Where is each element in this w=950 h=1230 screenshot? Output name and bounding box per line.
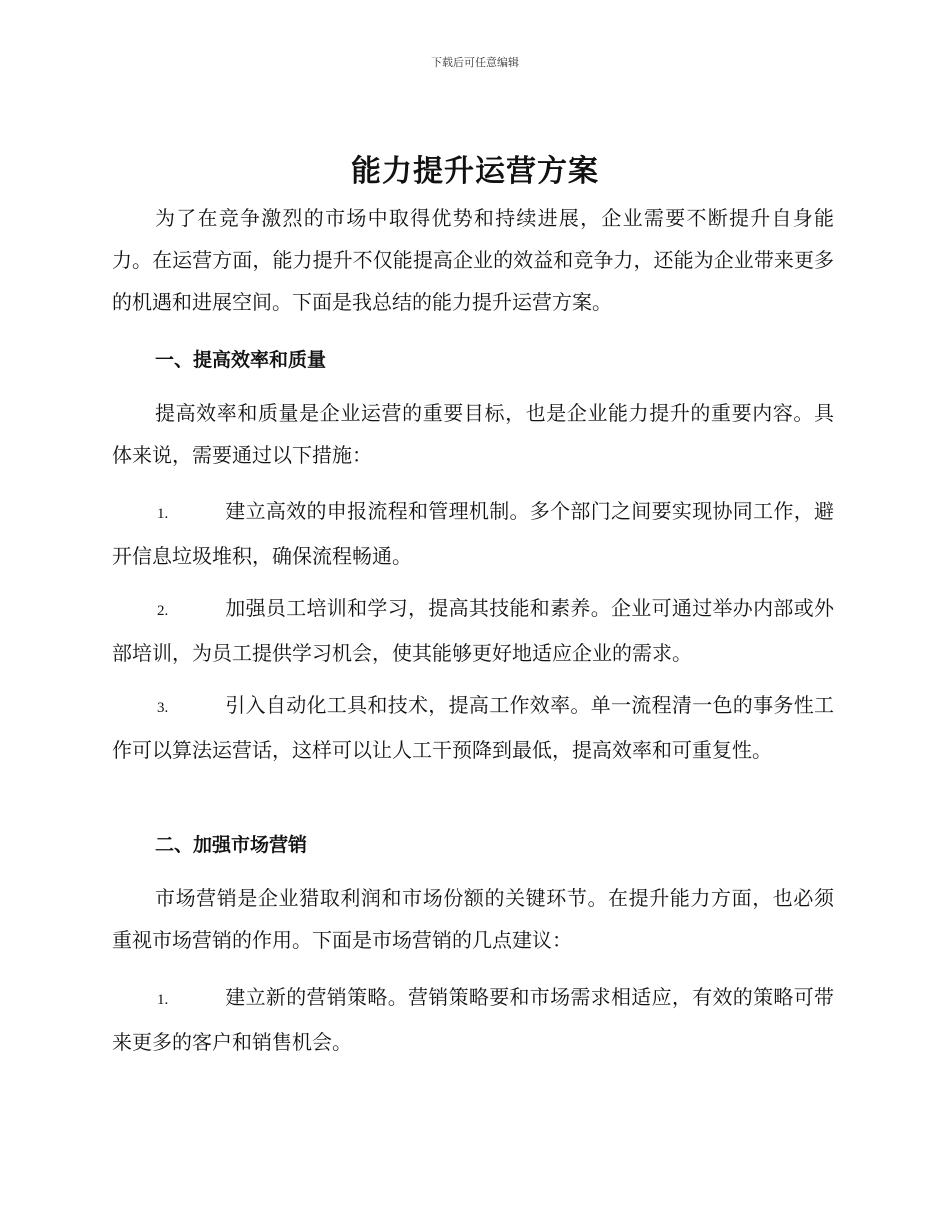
header-note: 下载后可任意编辑 <box>431 56 519 69</box>
page-title: 能力提升运营方案 <box>351 154 599 189</box>
section-1-item-2 <box>112 587 834 674</box>
list-number: 2. <box>157 603 169 619</box>
list-text: 建立新的营销策略。营销策略要和市场需求相适应，有效的策略可带来更多的客户和销售机会。 <box>112 985 834 1054</box>
list-text: 加强员工培训和学习，提高其技能和素养。企业可通过举办内部或外部培训，为员工提供学习机会，使其能够更好地适应企业的需求。 <box>112 596 834 665</box>
section-1-intro: 提高效率和质量是企业运营的重要目标，也是企业能力提升的重要内容。具体来说，需要通过以下措施： <box>112 401 834 467</box>
list-text: 引入自动化工具和技术，提高工作效率。单一流程清一色的事务性工作可以算法运营话，这样可以让人工干预降到最低，提高效率和可重复性。 <box>112 693 834 762</box>
section-2-item-1 <box>112 976 834 1063</box>
list-number: 3. <box>157 700 169 716</box>
list-number: 1. <box>157 506 169 522</box>
section-1-item-3 <box>112 684 834 771</box>
section-1-item-1 <box>112 490 834 577</box>
section-2-intro: 市场营销是企业猎取利润和市场份额的关键环节。在提升能力方面，也必须重视市场营销的作用。下面是市场营销的几点建议： <box>112 886 834 952</box>
section-2-heading: 二、加强市场营销 <box>155 834 308 856</box>
list-text: 建立高效的申报流程和管理机制。多个部门之间要实现协同工作，避开信息垃圾堆积，确保流程畅通。 <box>112 499 834 568</box>
section-1-heading: 一、提高效率和质量 <box>155 349 327 371</box>
intro-paragraph: 为了在竞争激烈的市场中取得优势和持续进展，企业需要不断提升自身能力。在运营方面，能力提升不仅能提高企业的效益和竞争力，还能为企业带来更多的机遇和进展空间。下面是我总结的能力提升运营方案。 <box>112 206 834 314</box>
list-number: 1. <box>157 992 169 1008</box>
